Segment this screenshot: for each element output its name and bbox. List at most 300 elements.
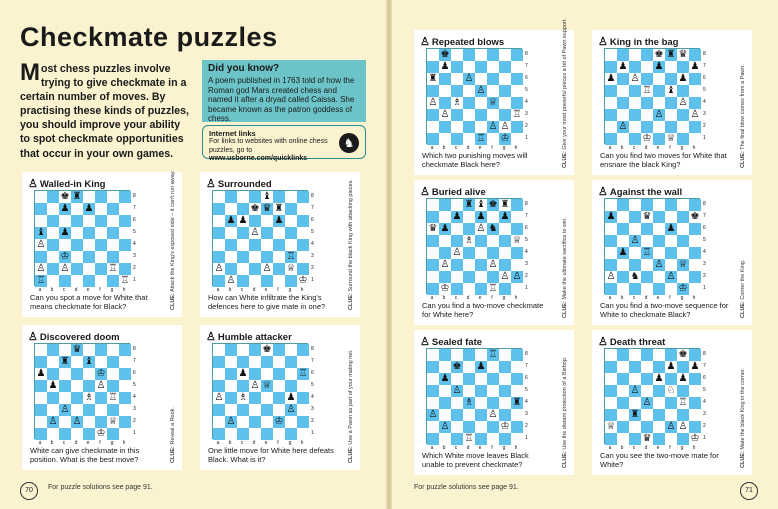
square-d3 bbox=[641, 409, 653, 421]
square-g6 bbox=[107, 215, 119, 227]
clue-label: CLUE: bbox=[562, 451, 568, 468]
square-h4 bbox=[511, 247, 523, 259]
file-label: b bbox=[442, 445, 446, 451]
square-a8 bbox=[605, 349, 617, 361]
square-b4 bbox=[617, 97, 629, 109]
rank-label: 2 bbox=[133, 418, 136, 424]
square-g5 bbox=[107, 380, 119, 392]
rank-label: 1 bbox=[703, 135, 706, 141]
square-f7 bbox=[487, 61, 499, 73]
pawn-icon: ♙ bbox=[598, 186, 608, 198]
file-label: d bbox=[466, 445, 470, 451]
square-d5 bbox=[641, 235, 653, 247]
square-h2 bbox=[689, 421, 701, 433]
square-a8 bbox=[605, 49, 617, 61]
square-f5: ♘ bbox=[666, 385, 676, 396]
square-a4 bbox=[427, 397, 439, 409]
file-label: b bbox=[50, 287, 54, 293]
file-label: e bbox=[264, 440, 268, 446]
square-d8 bbox=[641, 349, 653, 361]
square-e1 bbox=[261, 275, 273, 287]
pawn-icon: ♙ bbox=[28, 178, 38, 190]
square-e7: ♟ bbox=[476, 361, 486, 372]
square-b1 bbox=[617, 283, 629, 295]
square-c3 bbox=[451, 409, 463, 421]
file-label: c bbox=[62, 440, 66, 446]
square-d5: ♙ bbox=[250, 227, 260, 238]
chess-board bbox=[426, 348, 522, 444]
square-h7 bbox=[511, 61, 523, 73]
square-d2: ♙ bbox=[72, 416, 82, 427]
square-g6 bbox=[107, 368, 119, 380]
clue-label: CLUE: bbox=[562, 301, 568, 318]
square-b2 bbox=[225, 263, 237, 275]
square-c3 bbox=[237, 404, 249, 416]
square-b4 bbox=[439, 97, 451, 109]
square-e5 bbox=[83, 380, 95, 392]
square-e7 bbox=[653, 211, 665, 223]
square-h5: ♕ bbox=[512, 235, 522, 246]
square-b3 bbox=[617, 109, 629, 121]
square-b4 bbox=[225, 239, 237, 251]
square-a1 bbox=[605, 283, 617, 295]
rank-label: 3 bbox=[703, 111, 706, 117]
square-e1 bbox=[475, 283, 487, 295]
square-a4: ♙ bbox=[214, 392, 224, 403]
chess-board bbox=[604, 48, 700, 144]
square-e5: ♕ bbox=[262, 380, 272, 391]
rank-labels bbox=[311, 190, 317, 286]
square-d3 bbox=[463, 109, 475, 121]
square-h7 bbox=[119, 203, 131, 215]
square-d4: ♖ bbox=[642, 247, 652, 258]
square-b7 bbox=[439, 361, 451, 373]
square-h1 bbox=[689, 133, 701, 145]
intro-text: ost chess puzzles involve trying to give checkmate in a certain number of moves. By practising these kinds of puzzles, you should improve your ability to spot checkmate opportunities that occur in your own games. bbox=[20, 63, 189, 160]
square-d8: ♜ bbox=[72, 191, 82, 202]
square-e5 bbox=[653, 385, 665, 397]
square-c4 bbox=[629, 397, 641, 409]
square-c2 bbox=[451, 271, 463, 283]
square-b7 bbox=[225, 356, 237, 368]
square-b7 bbox=[617, 211, 629, 223]
file-label: a bbox=[216, 440, 220, 446]
square-h6 bbox=[689, 223, 701, 235]
square-h8 bbox=[689, 199, 701, 211]
square-f8: ♖ bbox=[488, 349, 498, 360]
square-e2 bbox=[475, 271, 487, 283]
square-f6 bbox=[487, 73, 499, 85]
square-g1 bbox=[499, 283, 511, 295]
square-c1 bbox=[629, 133, 641, 145]
file-label: c bbox=[454, 295, 458, 301]
square-b8 bbox=[617, 199, 629, 211]
square-d1 bbox=[71, 428, 83, 440]
square-c6 bbox=[451, 373, 463, 385]
square-b5 bbox=[617, 385, 629, 397]
square-a6: ♛ bbox=[428, 223, 438, 234]
square-e8 bbox=[653, 199, 665, 211]
puzzle-card bbox=[414, 18, 574, 175]
square-f8: ♚ bbox=[488, 199, 498, 210]
square-c6 bbox=[451, 73, 463, 85]
file-label: g bbox=[502, 445, 506, 451]
square-f1 bbox=[273, 428, 285, 440]
file-label: b bbox=[228, 287, 232, 293]
square-c5: ♟ bbox=[60, 227, 70, 238]
file-label: h bbox=[692, 295, 696, 301]
square-g5 bbox=[285, 227, 297, 239]
square-e4: ♗ bbox=[84, 392, 94, 403]
file-label: h bbox=[692, 445, 696, 451]
square-a7 bbox=[35, 356, 47, 368]
rank-labels bbox=[703, 48, 709, 144]
square-g5 bbox=[677, 85, 689, 97]
file-label: b bbox=[228, 440, 232, 446]
square-f3 bbox=[665, 259, 677, 271]
square-g6 bbox=[285, 368, 297, 380]
rank-label: 5 bbox=[703, 237, 706, 243]
rank-label: 8 bbox=[311, 193, 314, 199]
file-label: e bbox=[86, 440, 90, 446]
square-b1 bbox=[439, 433, 451, 445]
file-label: a bbox=[38, 440, 42, 446]
square-f4: ♕ bbox=[488, 97, 498, 108]
clue-text: Make the ultimate sacrifice to win. bbox=[562, 217, 568, 300]
square-g5 bbox=[499, 385, 511, 397]
square-b4 bbox=[617, 397, 629, 409]
file-label: g bbox=[288, 440, 292, 446]
square-h1 bbox=[119, 428, 131, 440]
puzzle-title-text: Discovered doom bbox=[39, 332, 120, 343]
square-e4 bbox=[261, 392, 273, 404]
square-a4 bbox=[35, 392, 47, 404]
square-c5: ♙ bbox=[630, 235, 640, 246]
file-label: g bbox=[502, 145, 506, 151]
square-a6: ♟ bbox=[36, 368, 46, 379]
square-h3 bbox=[689, 409, 701, 421]
square-g5 bbox=[677, 235, 689, 247]
rank-label: 3 bbox=[311, 253, 314, 259]
square-c8 bbox=[451, 49, 463, 61]
square-b2 bbox=[439, 271, 451, 283]
square-h4 bbox=[689, 247, 701, 259]
square-e4 bbox=[475, 247, 487, 259]
square-g6: ♟ bbox=[678, 73, 688, 84]
rank-label: 7 bbox=[525, 363, 528, 369]
square-e5 bbox=[653, 235, 665, 247]
square-e2 bbox=[653, 271, 665, 283]
square-e3 bbox=[83, 251, 95, 263]
square-c4: ♙ bbox=[452, 247, 462, 258]
file-label: c bbox=[62, 287, 66, 293]
square-d5 bbox=[463, 385, 475, 397]
square-h7: ♟ bbox=[690, 361, 700, 372]
square-e5 bbox=[261, 227, 273, 239]
square-b1 bbox=[47, 275, 59, 287]
square-b7: ♟ bbox=[440, 61, 450, 72]
rank-label: 8 bbox=[525, 201, 528, 207]
square-g4 bbox=[499, 397, 511, 409]
pawn-icon: ♙ bbox=[420, 36, 430, 48]
square-c2 bbox=[237, 416, 249, 428]
square-e5 bbox=[83, 227, 95, 239]
square-a1 bbox=[427, 433, 439, 445]
file-label: d bbox=[644, 445, 648, 451]
rank-label: 8 bbox=[703, 51, 706, 57]
square-g7 bbox=[677, 61, 689, 73]
square-g1 bbox=[677, 433, 689, 445]
square-f2 bbox=[665, 121, 677, 133]
square-e3 bbox=[475, 409, 487, 421]
square-c1 bbox=[451, 283, 463, 295]
clue-text: Use a Pawn as part of your mating net. bbox=[348, 349, 354, 445]
puzzle-clue bbox=[740, 28, 746, 168]
square-a2 bbox=[427, 421, 439, 433]
file-label: g bbox=[110, 440, 114, 446]
square-g6 bbox=[677, 223, 689, 235]
square-e2: ♙ bbox=[262, 263, 272, 274]
square-d6 bbox=[71, 368, 83, 380]
square-b3 bbox=[225, 251, 237, 263]
file-label: a bbox=[216, 287, 220, 293]
square-e8 bbox=[475, 349, 487, 361]
square-d1: ♛ bbox=[642, 433, 652, 444]
rank-label: 2 bbox=[703, 123, 706, 129]
square-h5 bbox=[511, 385, 523, 397]
square-g1: ♔ bbox=[500, 133, 510, 144]
clue-text: Surround the black King with attacking pieces. bbox=[348, 179, 354, 292]
rank-labels bbox=[133, 190, 139, 286]
square-b8 bbox=[439, 199, 451, 211]
square-a4: ♙ bbox=[36, 239, 46, 250]
rank-label: 7 bbox=[703, 213, 706, 219]
square-f3 bbox=[95, 251, 107, 263]
square-c4 bbox=[59, 392, 71, 404]
square-a1 bbox=[427, 283, 439, 295]
square-a1 bbox=[427, 133, 439, 145]
puzzle-card bbox=[200, 172, 360, 317]
square-e7 bbox=[261, 356, 273, 368]
square-e6: ♙ bbox=[476, 223, 486, 234]
file-label: f bbox=[669, 145, 671, 151]
puzzle-title bbox=[598, 185, 682, 198]
file-label: c bbox=[632, 145, 636, 151]
square-a2: ♙ bbox=[606, 271, 616, 282]
rank-label: 6 bbox=[133, 370, 136, 376]
quicklinks-url[interactable]: www.usborne.com/quicklinks bbox=[209, 155, 308, 162]
square-b2 bbox=[439, 121, 451, 133]
square-g7 bbox=[677, 361, 689, 373]
file-label: a bbox=[608, 295, 612, 301]
square-a8 bbox=[213, 191, 225, 203]
square-g2: ♙ bbox=[500, 271, 510, 282]
file-label: b bbox=[620, 445, 624, 451]
square-c6 bbox=[629, 373, 641, 385]
square-c4 bbox=[629, 247, 641, 259]
square-c3 bbox=[237, 251, 249, 263]
square-g2 bbox=[285, 416, 297, 428]
square-d8 bbox=[641, 49, 653, 61]
square-g7 bbox=[499, 61, 511, 73]
puzzle-title bbox=[420, 35, 504, 48]
square-e7: ♟ bbox=[654, 61, 664, 72]
square-e6 bbox=[261, 368, 273, 380]
square-f1 bbox=[487, 133, 499, 145]
puzzle-title-text: Death threat bbox=[609, 337, 666, 348]
rank-label: 7 bbox=[525, 213, 528, 219]
file-label: a bbox=[38, 287, 42, 293]
puzzle-title-text: Sealed fate bbox=[431, 337, 483, 348]
square-b1 bbox=[225, 428, 237, 440]
square-f1 bbox=[665, 283, 677, 295]
square-a7 bbox=[605, 361, 617, 373]
square-g2: ♙ bbox=[678, 421, 688, 432]
rank-label: 8 bbox=[525, 351, 528, 357]
rank-labels bbox=[525, 48, 531, 144]
square-a7 bbox=[427, 211, 439, 223]
square-a8 bbox=[427, 199, 439, 211]
clue-text: The final blow comes from a Pawn. bbox=[740, 64, 746, 150]
square-f3: ♙ bbox=[488, 409, 498, 420]
pawn-icon: ♙ bbox=[206, 331, 216, 343]
square-a8 bbox=[35, 191, 47, 203]
square-b5 bbox=[617, 85, 629, 97]
file-label: e bbox=[478, 445, 482, 451]
square-f4 bbox=[95, 392, 107, 404]
square-a6 bbox=[213, 215, 225, 227]
page-title: Checkmate puzzles bbox=[20, 22, 278, 52]
rank-label: 3 bbox=[525, 261, 528, 267]
square-d8 bbox=[249, 344, 261, 356]
square-a1: ♖ bbox=[36, 275, 46, 286]
square-e4 bbox=[83, 239, 95, 251]
square-h1: ♔ bbox=[690, 433, 700, 444]
square-f2 bbox=[95, 263, 107, 275]
file-label: h bbox=[300, 440, 304, 446]
square-e1 bbox=[653, 283, 665, 295]
puzzle-title-text: Surrounded bbox=[217, 179, 272, 190]
rank-label: 1 bbox=[525, 285, 528, 291]
square-b3 bbox=[225, 404, 237, 416]
puzzle-clue bbox=[740, 328, 746, 468]
square-b7 bbox=[47, 356, 59, 368]
square-f4 bbox=[665, 97, 677, 109]
file-label: b bbox=[620, 295, 624, 301]
square-h8 bbox=[511, 199, 523, 211]
square-c4: ♗ bbox=[238, 392, 248, 403]
square-a5 bbox=[213, 380, 225, 392]
square-e1 bbox=[261, 428, 273, 440]
file-label: d bbox=[644, 295, 648, 301]
square-f4 bbox=[487, 397, 499, 409]
square-d1 bbox=[249, 275, 261, 287]
square-h5 bbox=[297, 380, 309, 392]
rank-labels bbox=[525, 348, 531, 444]
pawn-icon: ♙ bbox=[420, 336, 430, 348]
square-h8 bbox=[297, 344, 309, 356]
square-f2 bbox=[487, 421, 499, 433]
square-e5 bbox=[475, 235, 487, 247]
square-c1 bbox=[451, 133, 463, 145]
square-e4 bbox=[261, 239, 273, 251]
file-label: a bbox=[430, 295, 434, 301]
square-g1 bbox=[499, 433, 511, 445]
square-g8: ♛ bbox=[678, 49, 688, 60]
square-a5 bbox=[605, 385, 617, 397]
square-d6: ♙ bbox=[464, 73, 474, 84]
rank-label: 3 bbox=[703, 261, 706, 267]
square-b5 bbox=[439, 385, 451, 397]
square-e6 bbox=[261, 215, 273, 227]
square-b6 bbox=[47, 215, 59, 227]
square-b7 bbox=[47, 203, 59, 215]
rank-label: 5 bbox=[525, 237, 528, 243]
file-label: d bbox=[252, 440, 256, 446]
square-g8 bbox=[285, 344, 297, 356]
rank-label: 5 bbox=[703, 387, 706, 393]
square-e4 bbox=[653, 97, 665, 109]
rank-label: 5 bbox=[311, 382, 314, 388]
rank-label: 2 bbox=[525, 123, 528, 129]
square-b3 bbox=[47, 251, 59, 263]
square-a5 bbox=[427, 235, 439, 247]
square-g8: ♜ bbox=[500, 199, 510, 210]
square-d1: ♖ bbox=[464, 433, 474, 444]
square-c2: ♙ bbox=[60, 263, 70, 274]
square-c7 bbox=[629, 211, 641, 223]
square-h2 bbox=[119, 263, 131, 275]
file-label: f bbox=[99, 287, 101, 293]
square-c7: ♜ bbox=[60, 356, 70, 367]
square-g3: ♕ bbox=[678, 259, 688, 270]
square-f3: ♙ bbox=[488, 259, 498, 270]
square-e1 bbox=[83, 275, 95, 287]
square-b4 bbox=[47, 239, 59, 251]
rank-label: 6 bbox=[525, 75, 528, 81]
rank-label: 6 bbox=[311, 370, 314, 376]
square-e8 bbox=[83, 191, 95, 203]
square-b8 bbox=[439, 349, 451, 361]
file-label: g bbox=[110, 287, 114, 293]
puzzle-clue bbox=[348, 170, 354, 310]
square-d4: ♙ bbox=[642, 397, 652, 408]
rank-label: 3 bbox=[311, 406, 314, 412]
square-c2 bbox=[451, 421, 463, 433]
square-c8 bbox=[451, 199, 463, 211]
square-h4 bbox=[511, 97, 523, 109]
square-f5 bbox=[273, 227, 285, 239]
rank-label: 7 bbox=[703, 363, 706, 369]
square-e2 bbox=[261, 416, 273, 428]
square-c6 bbox=[629, 223, 641, 235]
puzzle-clue bbox=[740, 178, 746, 318]
square-d7: ♛ bbox=[642, 211, 652, 222]
square-b3 bbox=[617, 409, 629, 421]
file-label: e bbox=[86, 287, 90, 293]
page-number: 70 bbox=[20, 482, 38, 500]
clue-label: CLUE: bbox=[170, 293, 176, 310]
square-h8 bbox=[689, 349, 701, 361]
square-f5 bbox=[487, 235, 499, 247]
square-g8 bbox=[107, 344, 119, 356]
file-label: e bbox=[656, 295, 660, 301]
file-label: h bbox=[122, 440, 126, 446]
square-f1 bbox=[665, 433, 677, 445]
file-label: c bbox=[240, 287, 244, 293]
file-label: a bbox=[608, 145, 612, 151]
square-a5: ♝ bbox=[36, 227, 46, 238]
